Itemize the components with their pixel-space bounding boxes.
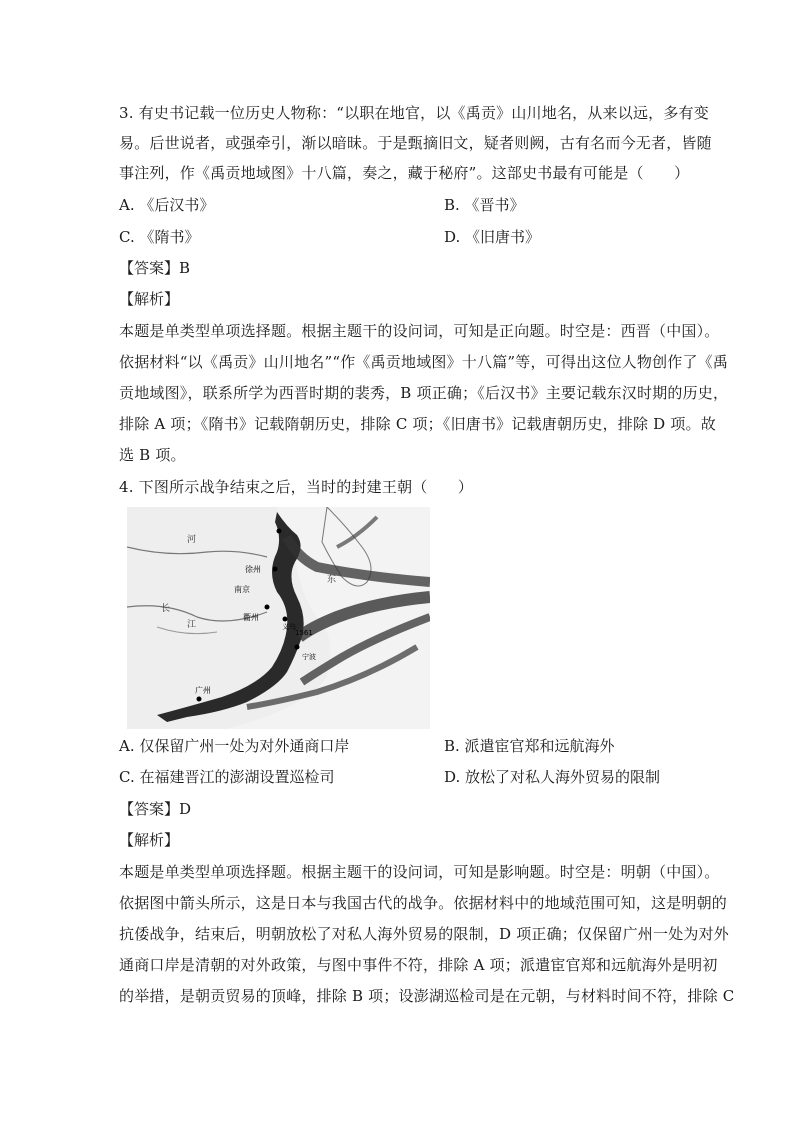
- map-label-year: 1561: [295, 629, 313, 637]
- q3-option-c: C. 《隋书》: [119, 228, 200, 246]
- q3-analysis-line-1: 本题是单类型单项选择题。根据主题干的设问词，可知是正向题。时空是：西晋（中国）。: [119, 322, 720, 340]
- q4-analysis-line-4: 通商口岸是清朝的对外政策，与图中事件不符，排除 A 项；派遣宦官郑和远航海外是明初: [119, 956, 718, 974]
- map-label-yiwu: 义乌: [282, 623, 296, 631]
- map-label-quzhou: 衢州: [243, 613, 259, 622]
- map-label-chang: 长: [161, 604, 171, 614]
- map-label-he: 河: [187, 535, 197, 545]
- q3-analysis-line-2: 依据材料“以《禹贡》山川地名”“作《禹贡地域图》十八篇”等，可得出这位人物创作了《禹: [119, 353, 729, 371]
- map-label-ningbo: 宁波: [302, 653, 316, 661]
- q4-option-b: B. 派遣宦官郑和远航海外: [444, 737, 615, 755]
- q4-answer: 【答案】D: [119, 800, 192, 818]
- war-map-image: [127, 507, 430, 729]
- q3-stem-line-2: 易。后世说者，或强牵引，渐以暗昧。于是甄摘旧文，疑者则阙，古有名而今无者，皆随: [119, 134, 712, 152]
- q4-analysis-line-3: 抗倭战争，结束后，明朝放松了对私人海外贸易的限制，D 项正确；仅保留广州一处为对外: [119, 925, 729, 943]
- q3-analysis-label: 【解析】: [119, 290, 180, 308]
- q3-answer: 【答案】B: [119, 259, 191, 277]
- q3-stem-line-1: 3. 有史书记载一位历史人物称：“以职在地官，以《禹贡》山川地名，从来以远，多有变: [119, 104, 709, 122]
- q4-stem: 4. 下图所示战争结束之后，当时的封建王朝（ ）: [119, 478, 474, 496]
- q3-analysis-line-4: 排除 A 项；《隋书》记载隋朝历史，排除 C 项；《旧唐书》记载唐朝历史，排除 D 项。故: [119, 415, 716, 433]
- map-label-jiang: 江: [187, 620, 197, 630]
- q3-analysis-line-5: 选 B 项。: [119, 446, 186, 464]
- q4-option-c: C. 在福建晋江的澎湖设置巡检司: [119, 768, 335, 786]
- map-label-guangzhou: 广州: [195, 686, 211, 695]
- map-label-xuzhou: 徐州: [245, 565, 261, 574]
- q3-option-b: B. 《晋书》: [444, 196, 525, 214]
- q4-analysis-line-5: 的举措，是朝贡贸易的顶峰，排除 B 项；设澎湖巡检司是在元朝，与材料时间不符，排除 C: [119, 987, 735, 1005]
- q3-stem-line-3: 事注列，作《禹贡地域图》十八篇，奏之，藏于秘府”。这部史书最有可能是（ ）: [119, 164, 690, 182]
- q3-option-a: A. 《后汉书》: [119, 196, 215, 214]
- map-label-nanjing: 南京: [234, 585, 250, 594]
- q3-analysis-line-3: 贡地域图》，联系所学为西晋时期的裴秀，B 项正确；《后汉书》主要记载东汉时期的历史，: [119, 384, 729, 402]
- q4-analysis-line-2: 依据图中箭头所示，这是日本与我国古代的战争。依据材料中的地域范围可知，这是明朝的: [119, 894, 728, 912]
- q4-option-d: D. 放松了对私人海外贸易的限制: [444, 768, 661, 786]
- q4-option-a: A. 仅保留广州一处为对外通商口岸: [119, 737, 350, 755]
- q3-option-d: D. 《旧唐书》: [444, 228, 541, 246]
- q4-analysis-line-1: 本题是单类型单项选择题。根据主题干的设问词，可知是影响题。时空是：明朝（中国）。: [119, 863, 720, 881]
- q4-analysis-label: 【解析】: [119, 831, 180, 849]
- map-label-dong: 东: [327, 575, 337, 585]
